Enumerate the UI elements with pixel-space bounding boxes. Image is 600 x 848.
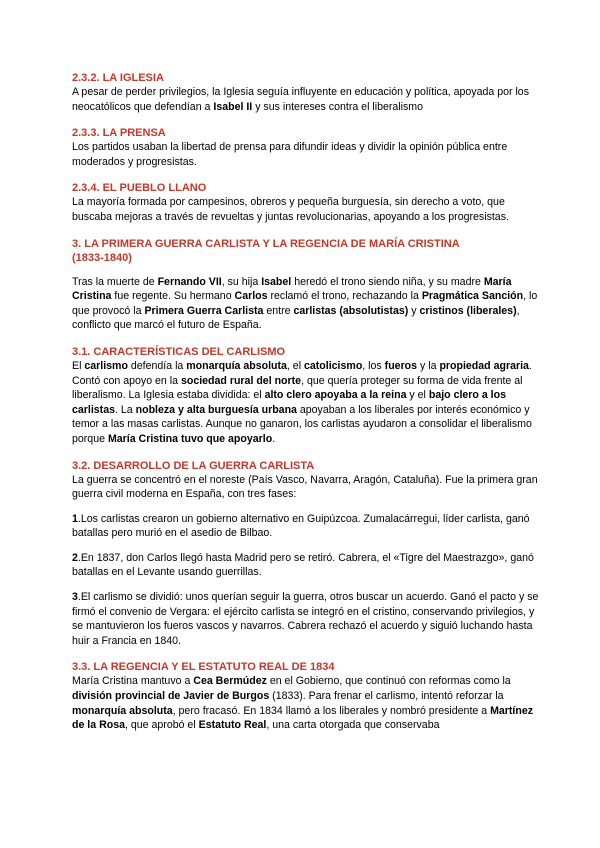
chapter-heading: 3. LA PRIMERA GUERRA CARLISTA Y LA REGENCIA DE MARÍA CRISTINA: [72, 237, 460, 250]
phase-paragraph: 1.Los carlistas crearon un gobierno alternativo en Guipúzcoa. Zumalacárregui, líder carlista, ganó batallas pero murió en el asedio de Bilbao.: [72, 512, 530, 540]
bold-term: Martínez de la Rosa: [72, 704, 534, 732]
bold-term: 3: [72, 591, 78, 604]
bold-term: Cea Bermúdez: [193, 675, 267, 688]
bold-term: carlistas (absolutistas): [293, 304, 409, 317]
section-heading: 3.2. DESARROLLO DE LA GUERRA CARLISTA: [72, 459, 315, 472]
bold-term: Pragmática Sanción: [421, 290, 524, 303]
section-paragraph: Tras la muerte de Fernando VII, su hija Isabel heredó el trono siendo niña, y su madre María Cristina fue regente. Su hermano Carlos reclamó el trono, rechazando la Pragmática Sanción, lo que provocó la Primera Guerra Carlista entre carlistas (absolutistas) y cristinos (liberales), conflicto que marcó el futuro de España.: [72, 275, 538, 332]
bold-term: Estatuto Real: [198, 719, 267, 732]
bold-term: 1: [72, 512, 78, 525]
section-paragraph: La guerra se concentró en el noreste (País Vasco, Navarra, Aragón, Cataluña). Fue la primera gran guerra civil moderna en España, con tres fases:: [72, 473, 538, 501]
bold-term: Fernando VII: [157, 275, 222, 288]
section-3-1: [72, 345, 540, 447]
bold-term: nobleza y alta burguesía urbana: [135, 403, 297, 416]
chapter-dates: (1833-1840): [72, 251, 132, 264]
bold-term: María Cristina tuvo que apoyarlo: [107, 432, 273, 445]
bold-term: catolicismo: [304, 359, 363, 372]
bold-term: alto clero apoyaba a la reina: [264, 389, 407, 402]
section-3-2: [72, 459, 540, 649]
bold-term: fueros: [384, 359, 418, 372]
section-2-3-2: [72, 71, 540, 114]
bold-term: 2: [72, 551, 78, 564]
section-heading: 2.3.2. LA IGLESIA: [72, 72, 164, 84]
bold-term: Isabel: [261, 275, 292, 288]
section-paragraph: La mayoría formada por campesinos, obreros y pequeña burguesía, sin derecho a voto, que buscaba mejoras a través de revueltas y juntas revolucionarias, apoyando a los progresistas.: [72, 196, 509, 223]
section-paragraph: A pesar de perder privilegios, la Iglesia seguía influyente en educación y política, apoyada por los neocatólicos que defendían a Isabel II y sus intereses contra el liberalismo: [72, 86, 529, 113]
bold-term: María Cristina: [72, 275, 512, 303]
bold-term: monarquía absoluta: [186, 359, 287, 372]
bold-term: Primera Guerra Carlista: [144, 304, 264, 317]
section-heading: 2.3.4. EL PUEBLO LLANO: [72, 182, 207, 195]
bold-term: monarquía absoluta: [72, 704, 173, 717]
section-2-3-3: [72, 126, 540, 169]
bold-term: Carlos: [234, 290, 268, 303]
section-3: [72, 237, 540, 333]
section-2-3-4: [72, 181, 540, 224]
section-heading: 2.3.3. LA PRENSA: [72, 127, 166, 140]
bold-term: Isabel II: [213, 100, 253, 113]
section-paragraph: María Cristina mantuvo a Cea Bermúdez en el Gobierno, que continuó con reformas como la división provincial de Javier de Burgos (1833). Para frenar el carlismo, intentó reforzar la monarquía absoluta, pero fracasó. En 1834 llamó a los liberales y nombró presidente a Martínez de la Rosa, que aprobó el Estatuto Real, una carta otorgada que conservaba: [72, 675, 534, 732]
bold-term: bajo clero a los carlistas: [72, 389, 506, 416]
section-3-3: [72, 660, 540, 732]
section-paragraph: El carlismo defendía la monarquía absoluta, el catolicismo, los fueros y la propiedad agraria. Contó con apoyo en la sociedad rural del norte, que quería proteger su forma de vida frente al liberalismo. La Iglesia estaba dividida: el alto clero apoyaba a la reina y el bajo clero a los carlistas. La nobleza y alta burguesía urbana apoyaban a los liberales por interés económico y temor a las masas carlistas. Aunque no ganaron, los carlistas ayudaron a consolidar el liberalismo porque María Cristina tuvo que apoyarlo.: [72, 359, 532, 445]
section-heading: 3.1. CARACTERÍSTICAS DEL CARLISMO: [72, 345, 286, 358]
bold-term: división provincial de Javier de Burgos: [72, 690, 270, 703]
phase-paragraph: 3.El carlismo se dividió: unos querían seguir la guerra, otros buscar un acuerdo. Ganó el pacto y se firmó el convenio de Vergara: el ejército carlista se integró en el cristino, conservando privilegios, y se mantuvieron los fueros vascos y navarros. Cabrera rechazó el acuerdo y siguió luchando hasta huir a Francia en 1840.: [72, 591, 539, 647]
bold-term: propiedad agraria: [439, 359, 529, 372]
phase-paragraph: 2.En 1837, don Carlos llegó hasta Madrid pero se retiró. Cabrera, el «Tigre del Maestrazgo», ganó batallas en el Levante usando guerrillas.: [72, 551, 534, 579]
bold-term: sociedad rural del norte: [180, 374, 302, 387]
bold-term: carlismo: [84, 359, 128, 372]
section-heading: 3.3. LA REGENCIA Y EL ESTATUTO REAL DE 1834: [72, 661, 335, 674]
bold-term: cristinos (liberales): [419, 304, 517, 317]
section-paragraph: Los partidos usaban la libertad de prensa para difundir ideas y dividir la opinión pública entre moderados y progresistas.: [72, 141, 508, 168]
